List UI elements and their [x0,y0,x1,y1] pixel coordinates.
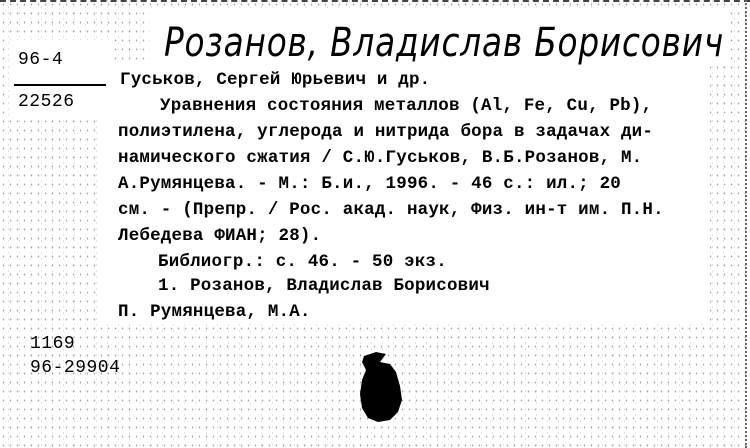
body-line: Лебедева ФИАН; 28). [118,226,322,246]
punch-hole-mark [356,352,404,424]
body-line: полиэтилена, углерода и нитрида бора в задачах ди- [118,122,654,142]
handwritten-name-text: Розанов, Владислав Борисович [164,20,724,66]
body-line: намического сжатия / С.Ю.Гуськов, В.Б.Розанов, М. [118,148,643,168]
shelf-mark-divider [14,84,106,86]
accession-number: 96-29904 [30,358,121,378]
shelf-mark-top: 96-4 [18,50,64,70]
tracing-subject: 1. Розанов, Владислав Борисович [158,276,490,296]
inventory-number: 1169 [30,334,76,354]
card-right-border [745,0,747,448]
tracing-coauthor: П. Румянцева, М.А. [118,302,311,322]
shelf-mark-bottom: 22526 [18,92,75,112]
body-line: А.Румянцева. - М.: Б.и., 1996. - 46 с.: ил.; 20 [118,174,621,194]
body-line: Уравнения состояния металлов (Al, Fe, Cu, Pb), [160,96,653,116]
author-heading: Гуськов, Сергей Юрьевич и др. [120,70,431,90]
body-line: см. - (Препр. / Рос. акад. наук, Физ. ин-т им. П.Н. [118,200,664,220]
card-top-border [0,0,750,2]
bibliography-note: Библиогр.: с. 46. - 50 экз. [158,252,447,272]
handwritten-name [160,8,730,78]
